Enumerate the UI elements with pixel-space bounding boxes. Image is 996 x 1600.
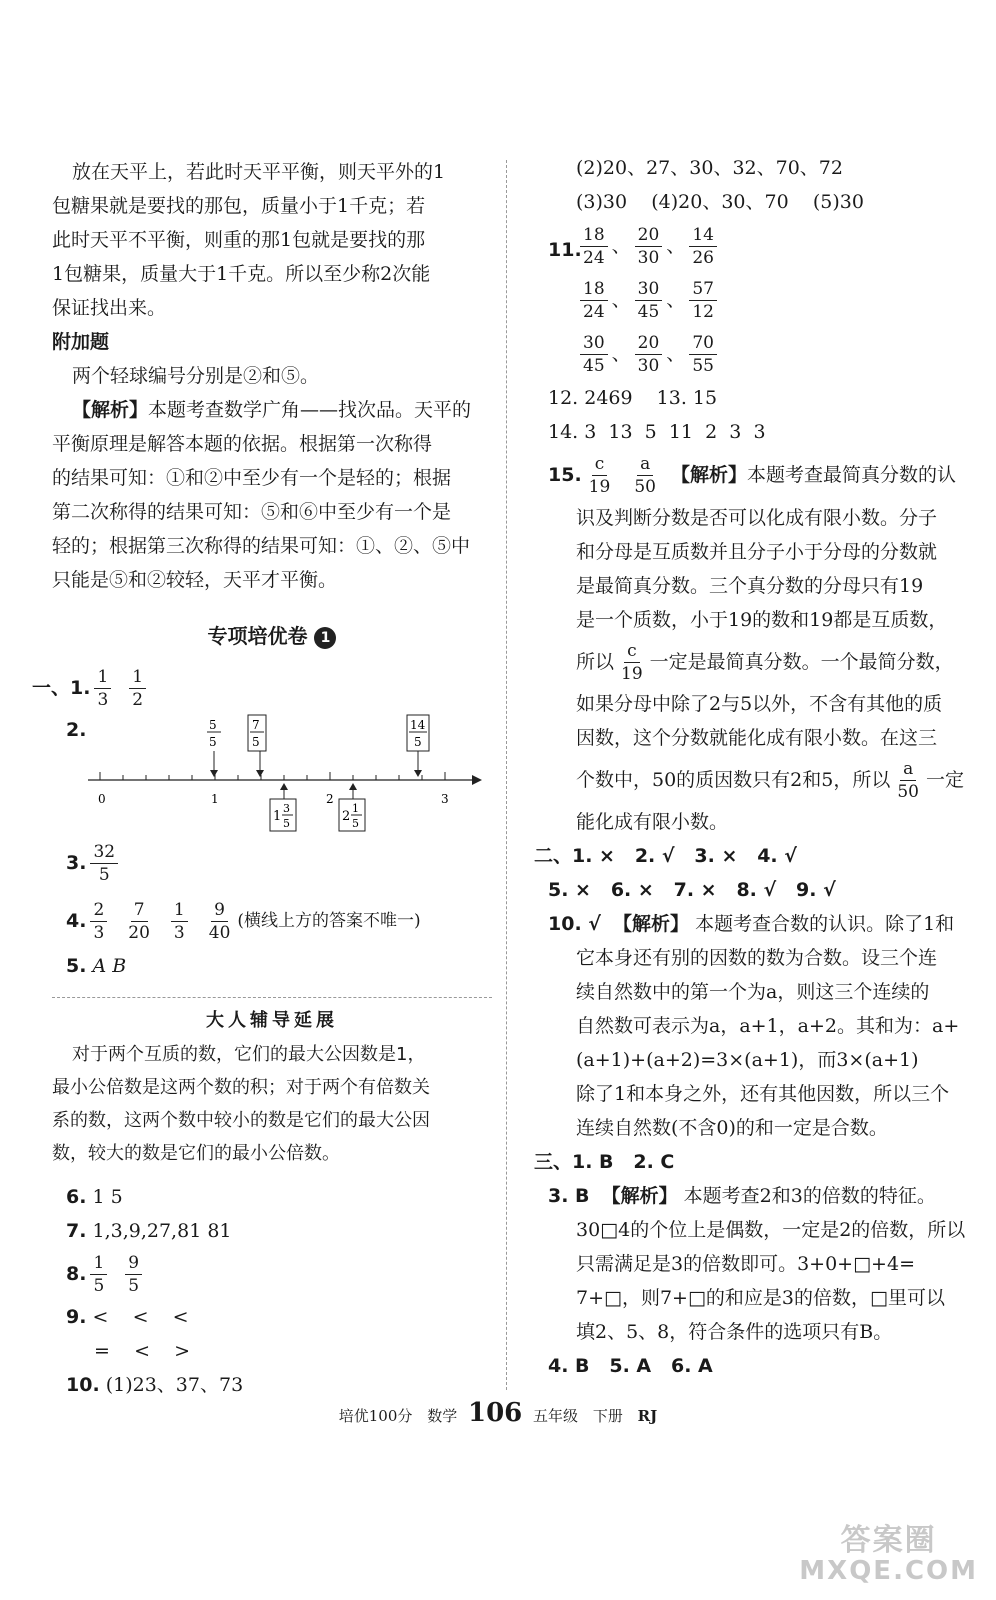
text-line: 本题考查2和3的倍数的特征。 — [683, 1185, 936, 1207]
right-column — [534, 155, 964, 1383]
q11-row: $\frac{30}{45}$ 、 $\frac{20}{30}$ 、 $\frac{70}{55}$ — [534, 327, 964, 381]
extra-question-title: 附加题 — [52, 331, 110, 353]
section-number-badge: 1 — [314, 627, 336, 649]
p3-q3-head-row — [548, 1179, 964, 1213]
q15-label: 15. — [548, 464, 582, 486]
fraction: $\frac{9}{5}$ — [125, 1252, 142, 1297]
text-line: 30□4的个位上是偶数，一定是2的倍数，所以 — [576, 1219, 966, 1241]
text-line: 的结果可知：①和②中至少有一个是轻的；根据 — [52, 467, 452, 489]
text-line: 是最简真分数。三个真分数的分母只有19 — [576, 575, 924, 597]
text-line: 此时天平不平衡，则重的那1包就是要找的那 — [52, 229, 426, 251]
svg-text:5: 5 — [252, 735, 260, 749]
p3-q3-head: 3. B — [548, 1185, 590, 1207]
footer-edition: RJ — [637, 1407, 658, 1425]
tip-line: 对于两个互质的数，它们的最大公因数是1， — [72, 1044, 426, 1065]
text-line: 它本身还有别的因数的数为合数。设三个连 — [576, 947, 938, 969]
q1-label: 一、1. — [32, 677, 91, 699]
text-line: 放在天平上，若此时天平平衡，则天平外的1 — [72, 161, 446, 183]
q4-note: (横线上方的答案不唯一) — [237, 911, 421, 931]
part3-row-last: 4. B 5. A 6. A — [548, 1355, 713, 1377]
marker-above-7-5 — [248, 715, 266, 777]
q9-label: 9. — [66, 1306, 87, 1328]
fraction: $\frac{32}{5}$ — [90, 841, 118, 886]
q8-row — [52, 1248, 492, 1300]
q4-row — [52, 893, 492, 949]
tip-line: 最小公倍数是这两个数的积；对于两个有倍数关 — [52, 1077, 430, 1098]
text-line: 只需满足是3的倍数即可。3+0+□+4= — [576, 1253, 915, 1275]
fraction: $\frac{9}{40}$ — [208, 899, 231, 943]
text-line: 平衡原理是解答本题的依据。根据第一次称得 — [52, 433, 433, 455]
analysis-tag: 【解析】 — [613, 913, 690, 935]
page-footer — [0, 1398, 996, 1428]
q11-block — [534, 219, 964, 381]
text-line: 保证找出来。 — [52, 297, 167, 319]
q9-answer-row1: < < < — [92, 1306, 189, 1328]
analysis-tag: 【解析】 — [670, 464, 747, 486]
marker-below-1-3-5 — [270, 783, 296, 831]
footer-subject: 数学 — [427, 1407, 458, 1425]
text-line: 1包糖果，质量大于1千克。所以至少称2次能 — [52, 263, 431, 285]
q10-head: 10. √ — [548, 913, 601, 935]
tip-title: 大人辅导延展 — [206, 1010, 338, 1031]
text-line: 只能是⑤和②较轻，天平才平衡。 — [52, 569, 338, 591]
footer-term: 下册 — [592, 1407, 623, 1425]
svg-text:5: 5 — [352, 817, 359, 830]
text-line: 识及判断分数是否可以化成有限小数。分子 — [576, 507, 938, 529]
text-line: (3)30 (4)20、30、70 (5)30 — [576, 191, 864, 213]
tip-box — [52, 997, 492, 1170]
number-line — [88, 713, 488, 833]
q1-row — [32, 663, 492, 713]
watermark-text: 答案圈 — [840, 1523, 937, 1558]
marker-above-5-5 — [207, 718, 221, 777]
text-line: (a+1)+(a+2)=3×(a+1)，而3×(a+1) — [576, 1049, 919, 1071]
text-line: 本题考查最简真分数的认 — [746, 464, 956, 486]
tick-label: 0 — [98, 792, 106, 806]
fraction: $\frac{1}{2}$ — [129, 666, 146, 711]
q12-q13-row — [548, 381, 964, 415]
q9-row — [66, 1300, 492, 1334]
tick-label: 1 — [211, 792, 219, 806]
text-line: 和分母是互质数并且分子小于分母的分数就 — [576, 541, 938, 563]
fraction: $\frac{1}{3}$ — [94, 666, 111, 711]
q10-label: 10. — [66, 1374, 100, 1396]
section-title-text: 专项培优卷 — [207, 624, 308, 648]
footer-book: 培优100分 — [338, 1407, 413, 1425]
q12-answer: 12. 2469 — [548, 387, 633, 409]
text-line: (2)20、27、30、32、70、72 — [576, 157, 843, 179]
analysis-text: 本题考查数学广角——找次品。天平的 — [148, 399, 472, 421]
text-line: 7+□，则7+□的和应是3的倍数，□里可以 — [576, 1287, 945, 1309]
q7-row — [66, 1214, 492, 1248]
svg-text:3: 3 — [283, 802, 290, 815]
watermark-logo — [799, 1523, 978, 1586]
q3-label: 3. — [66, 852, 87, 874]
marker-below-2-1-5 — [339, 783, 365, 831]
svg-text:7: 7 — [252, 718, 260, 732]
page-number: 106 — [467, 1398, 523, 1428]
text-line: 除了1和本身之外，还有其他因数，所以三个 — [576, 1083, 950, 1105]
text-line: 所以 $\frac{c}{19}$ 一定是最简真分数。一个最简分数， — [576, 640, 954, 684]
watermark-url: MXQE.COM — [799, 1556, 978, 1586]
tip-line: 数，较大的数是它们的最小公倍数。 — [52, 1143, 340, 1164]
part3-row1: 三、1. B 2. C — [534, 1151, 675, 1173]
text-line: 包糖果就是要找的那包，质量小于1千克；若 — [52, 195, 426, 217]
q6-label: 6. — [66, 1186, 87, 1208]
q3-row — [52, 833, 492, 893]
column-divider — [506, 160, 507, 1390]
part2-row1: 二、1. × 2. √ 3. × 4. √ — [534, 845, 797, 867]
left-column — [32, 155, 492, 1402]
q7-label: 7. — [66, 1220, 87, 1242]
text-line: 能化成有限小数。 — [576, 811, 729, 833]
q7-answer: 1,3,9,27,81 81 — [92, 1220, 232, 1242]
q8-label: 8. — [66, 1263, 87, 1285]
svg-text:1: 1 — [352, 802, 359, 815]
marker-above-14-5 — [407, 715, 429, 777]
text-line: 续自然数中的第一个为a，则这三个连续的 — [576, 981, 930, 1003]
q2-row — [52, 713, 492, 833]
section-title — [52, 619, 492, 653]
svg-text:5: 5 — [283, 817, 290, 830]
q4-label: 4. — [66, 910, 87, 932]
tip-line: 系的数，这两个数中较小的数是它们的最大公因 — [52, 1110, 430, 1131]
q5-answer: A B — [92, 955, 127, 977]
text-line: 第二次称得的结果可知：⑤和⑥中至少有一个是 — [52, 501, 452, 523]
q6-answer: 1 5 — [92, 1186, 123, 1208]
tick-label: 3 — [441, 792, 449, 806]
fraction: $\frac{2}{3}$ — [90, 899, 107, 944]
q5-row — [66, 949, 492, 983]
svg-text:5: 5 — [209, 718, 217, 732]
text-line: 填2、5、8，符合条件的选项只有B。 — [576, 1321, 893, 1343]
q9-answer-row2: = < > — [94, 1340, 191, 1362]
analysis-tag: 【解析】 — [72, 399, 149, 421]
q11-row: $\frac{18}{24}$ 、 $\frac{20}{30}$ 、 $\frac{14}{26}$ — [534, 219, 964, 273]
q10-head-row — [548, 907, 964, 941]
svg-text:14: 14 — [410, 718, 426, 732]
q14-answer: 14. 3 13 5 11 2 3 3 — [548, 421, 766, 443]
text-line: 本题考查合数的认识。除了1和 — [695, 913, 955, 935]
q13-answer: 13. 15 — [656, 387, 718, 409]
analysis-tag: 【解析】 — [601, 1185, 678, 1207]
q15-head: 15. $\frac{c}{19}$ $\frac{a}{50}$ 【解析】 本题考查最简真分数的认 — [548, 453, 956, 497]
q5-label: 5. — [66, 955, 87, 977]
svg-text:2: 2 — [342, 809, 351, 824]
text-line: 连续自然数(不含0)的和一定是合数。 — [576, 1117, 888, 1139]
q11-row: $\frac{18}{24}$ 、 $\frac{30}{45}$ 、 $\frac{57}{12}$ — [534, 273, 964, 327]
footer-grade: 五年级 — [533, 1407, 579, 1425]
extra-answer: 两个轻球编号分别是②和⑤。 — [72, 365, 320, 387]
text-line: 如果分母中除了2与5以外，不含有其他的质 — [576, 693, 943, 715]
q2-label: 2. — [66, 719, 87, 741]
fraction: $\frac{7}{20}$ — [128, 899, 150, 943]
fraction: $\frac{1}{5}$ — [90, 1252, 107, 1297]
q10-answer: (1)23、37、73 — [105, 1374, 244, 1396]
q10-row — [66, 1368, 492, 1402]
svg-text:1: 1 — [273, 809, 282, 824]
fraction: $\frac{1}{3}$ — [171, 899, 188, 944]
tick-label: 2 — [326, 792, 334, 806]
part2-row2: 5. × 6. × 7. × 8. √ 9. √ — [548, 879, 836, 901]
text-line: 因数，这个分数就能化成有限小数。在这三 — [576, 727, 938, 749]
svg-text:5: 5 — [209, 735, 217, 749]
q6-row — [66, 1180, 492, 1214]
svg-text:5: 5 — [414, 735, 422, 749]
number-line-arrow — [472, 775, 482, 785]
q11-label: 11. — [548, 239, 582, 261]
text-line: 个数中，50的质因数只有2和5，所以 $\frac{a}{50}$ 一定 — [576, 758, 964, 802]
text-line: 是一个质数，小于19的数和19都是互质数， — [576, 609, 948, 631]
number-line-ticks — [100, 772, 445, 780]
text-line: 轻的；根据第三次称得的结果可知：①、②、⑤中 — [52, 535, 471, 557]
text-line: 自然数可表示为a，a+1，a+2。其和为：a+ — [576, 1015, 960, 1037]
